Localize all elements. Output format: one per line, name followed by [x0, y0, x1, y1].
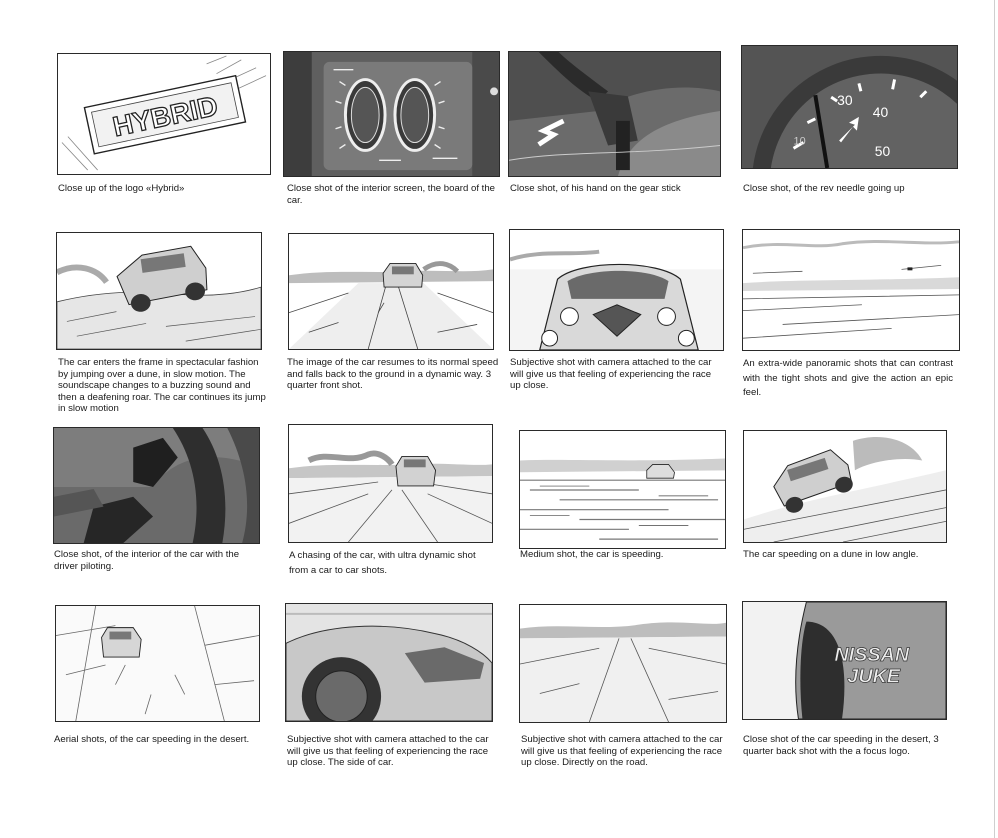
storyboard-frame-10: [288, 424, 493, 543]
page-edge-rule: [994, 0, 995, 838]
nissan-logo-text: NISSAN: [834, 644, 910, 666]
storyboard-frame-7: [509, 229, 724, 351]
gauge-label-30: 30: [837, 92, 853, 109]
caption-7: Subjective shot with camera attached to the car will give us that feeling of experiencing the race up close.: [510, 357, 712, 392]
storyboard-frame-14: [285, 603, 493, 722]
storyboard-frame-6: [288, 233, 494, 350]
caption-2: Close shot of the interior screen, the board of the car.: [287, 183, 495, 206]
caption-1: Close up of the logo «Hybrid»: [58, 183, 185, 194]
caption-9: Close shot, of the interior of the car with the driver piloting.: [54, 549, 240, 572]
caption-15: Subjective shot with camera attached to the car will give us that feeling of experiencing the race up close. Directly on the road.: [521, 734, 723, 769]
gauge-label-50: 50: [874, 143, 891, 160]
storyboard-frame-13: [55, 605, 260, 722]
storyboard-frame-2: [283, 51, 500, 177]
caption-14: Subjective shot with camera attached to the car will give us that feeling of experiencing the race up close. The side of car.: [287, 734, 489, 769]
caption-11: Medium shot, the car is speeding.: [520, 549, 664, 560]
gauge-label-40: 40: [872, 103, 889, 120]
caption-16: Close shot of the car speeding in the desert, 3 quarter back shot with the a focus logo.: [743, 734, 939, 757]
storyboard-frame-11: [519, 430, 726, 549]
caption-12: The car speeding on a dune in low angle.: [743, 549, 919, 560]
caption-10: A chasing of the car, with ultra dynamic shot from a car to car shots.: [289, 550, 476, 576]
storyboard-frame-16: [742, 601, 947, 720]
storyboard-frame-8: [742, 229, 960, 351]
storyboard-frame-3: [508, 51, 721, 177]
caption-4: Close shot, of the rev needle going up: [743, 183, 905, 194]
storyboard-frame-9: [53, 427, 260, 544]
juke-logo-text: JUKE: [847, 665, 901, 688]
caption-8: An extra-wide panoramic shots that can contrast with the tight shots and give the action an epic feel.: [743, 358, 953, 398]
storyboard-frame-12: [743, 430, 947, 543]
caption-6: The image of the car resumes to its normal speed and falls back to the ground in a dynamic way. 3 quarter front shot.: [287, 357, 499, 392]
caption-3: Close shot, of his hand on the gear stick: [510, 183, 681, 194]
caption-5: The car enters the frame in spectacular fashion by jumping over a dune, in slow motion. The soundscape changes to a buzzing sound and then a deafening roar. The car continues its jump in slow motion: [58, 357, 266, 415]
storyboard-frame-4: [741, 45, 958, 169]
caption-13: Aerial shots, of the car speeding in the desert.: [54, 734, 250, 745]
storyboard-frame-1: [57, 53, 271, 175]
storyboard-frame-15: [519, 604, 727, 723]
hybrid-logo-text: HYBRID: [110, 90, 221, 143]
gauge-label-10: 10: [793, 135, 806, 148]
storyboard-frame-5: [56, 232, 262, 350]
